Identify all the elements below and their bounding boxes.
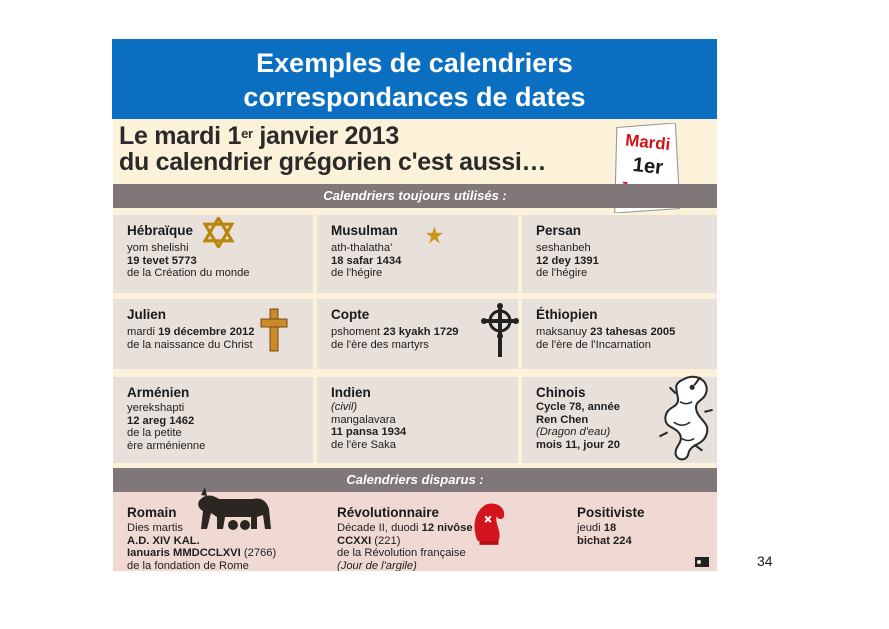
card-line: jeudi xyxy=(577,522,604,534)
page-number: 34 xyxy=(757,553,773,569)
band-calendars-in-use: Calendriers toujours utilisés : xyxy=(113,184,717,208)
card-line: (221) xyxy=(371,534,401,547)
card-title: Hébraïque xyxy=(127,223,194,238)
headline-text-2: janvier 2013 xyxy=(252,122,399,150)
card-subtitle: (Jour de l'argile) xyxy=(337,559,417,571)
card-date: Ren Chen xyxy=(536,413,589,426)
she-wolf-icon xyxy=(195,483,275,533)
phrygian-cap-icon xyxy=(470,497,508,549)
card-title: Éthiopien xyxy=(536,307,598,322)
card-title: Copte xyxy=(331,307,370,322)
card-date: Ianuaris MMDCCLXVI xyxy=(127,547,241,559)
card-date: 12 nivôse xyxy=(421,522,473,534)
card-line: maksanuy xyxy=(536,326,591,338)
card-line: Décade II, duodi xyxy=(337,522,422,534)
card-line: mardi xyxy=(127,326,159,338)
card-date: bichat 224 xyxy=(577,534,632,547)
card-date: 18 xyxy=(603,522,617,534)
card-line: de l'hégire xyxy=(536,267,588,279)
calendar-page-line-2: 1er xyxy=(631,154,665,180)
latin-cross-icon xyxy=(259,307,289,353)
card-persan xyxy=(522,215,717,293)
slide-title-line-2: correspondances de dates xyxy=(243,82,586,112)
card-line: de l'ère des martyrs xyxy=(331,338,429,351)
card-line: pshoment xyxy=(331,326,384,338)
card-title: Musulman xyxy=(331,223,398,238)
card-line: yerekshapti xyxy=(127,402,185,414)
dragon-icon xyxy=(653,371,715,463)
card-date: 11 pansa xyxy=(331,426,382,438)
card-subtitle: (civil) xyxy=(331,401,358,413)
publisher-logo-icon xyxy=(695,557,709,567)
card-line: (2766) xyxy=(240,547,277,559)
card-date: A.D. XIV KAL. xyxy=(127,534,200,547)
card-line: yom shelishi xyxy=(127,242,189,254)
card-date: 18 safar xyxy=(331,254,377,267)
card-indien xyxy=(317,377,518,463)
card-date: mois 11, jour 20 xyxy=(536,438,620,451)
calendar-page-line-1: Mardi xyxy=(624,130,672,155)
card-line: de l'ère Saka xyxy=(331,438,396,451)
card-title: Arménien xyxy=(127,385,190,400)
card-line: seshanbeh xyxy=(536,242,591,254)
card-date: 19 décembre 2012 xyxy=(158,326,255,338)
card-line: de la naissance du Christ xyxy=(127,338,253,351)
headline-text-1: Le mardi 1 xyxy=(119,122,242,150)
card-title: Julien xyxy=(127,307,167,322)
calendar-infographic xyxy=(113,119,717,571)
card-title: Persan xyxy=(536,223,582,238)
card-line: de l'ère de l'Incarnation xyxy=(536,338,651,351)
card-title: Révolutionnaire xyxy=(337,505,440,520)
crescent-star-icon xyxy=(409,217,445,253)
card-date: CCXXI xyxy=(337,534,372,547)
card-armenien xyxy=(113,377,313,463)
card-title: Romain xyxy=(127,505,177,520)
card-date: 12 areg 1462 xyxy=(127,414,195,427)
card-positiviste xyxy=(563,497,713,571)
card-line: ath-thalatha' xyxy=(331,242,393,254)
headline-line-2: du calendrier grégorien c'est aussi… xyxy=(119,148,547,176)
card-line: ère arménienne xyxy=(127,439,206,452)
card-year: 1934 xyxy=(381,426,407,438)
card-ethiopien xyxy=(522,299,717,369)
card-date: 23 kyakh 1729 xyxy=(383,326,459,338)
card-date: 23 tahesas 2005 xyxy=(590,326,676,338)
card-line: Dies martis xyxy=(127,522,183,534)
card-line: de la Révolution française xyxy=(337,547,466,559)
card-subtitle: (Dragon d'eau) xyxy=(536,426,611,438)
card-line: de la fondation de Rome xyxy=(127,559,249,571)
card-line: de la Création du monde xyxy=(127,267,250,279)
card-date: Cycle 78, année xyxy=(536,401,620,413)
headline xyxy=(119,123,546,175)
card-year: 1434 xyxy=(376,254,402,267)
card-title: Chinois xyxy=(536,385,586,400)
band-calendars-gone: Calendriers disparus : xyxy=(113,468,717,492)
card-title: Indien xyxy=(331,385,371,400)
card-line: de la petite xyxy=(127,427,182,439)
coptic-cross-icon xyxy=(480,303,520,359)
card-date: 19 tevet 5773 xyxy=(127,254,197,267)
card-line: de l'hégire xyxy=(331,267,383,279)
headline-sup: er xyxy=(241,126,253,141)
star-of-david-icon xyxy=(203,217,234,248)
card-line: mangalavara xyxy=(331,413,396,426)
card-title: Positiviste xyxy=(577,505,645,520)
slide-title-line-1: Exemples de calendriers xyxy=(256,48,573,78)
slide-title xyxy=(112,39,717,119)
card-date: 12 dey 1391 xyxy=(536,254,599,267)
